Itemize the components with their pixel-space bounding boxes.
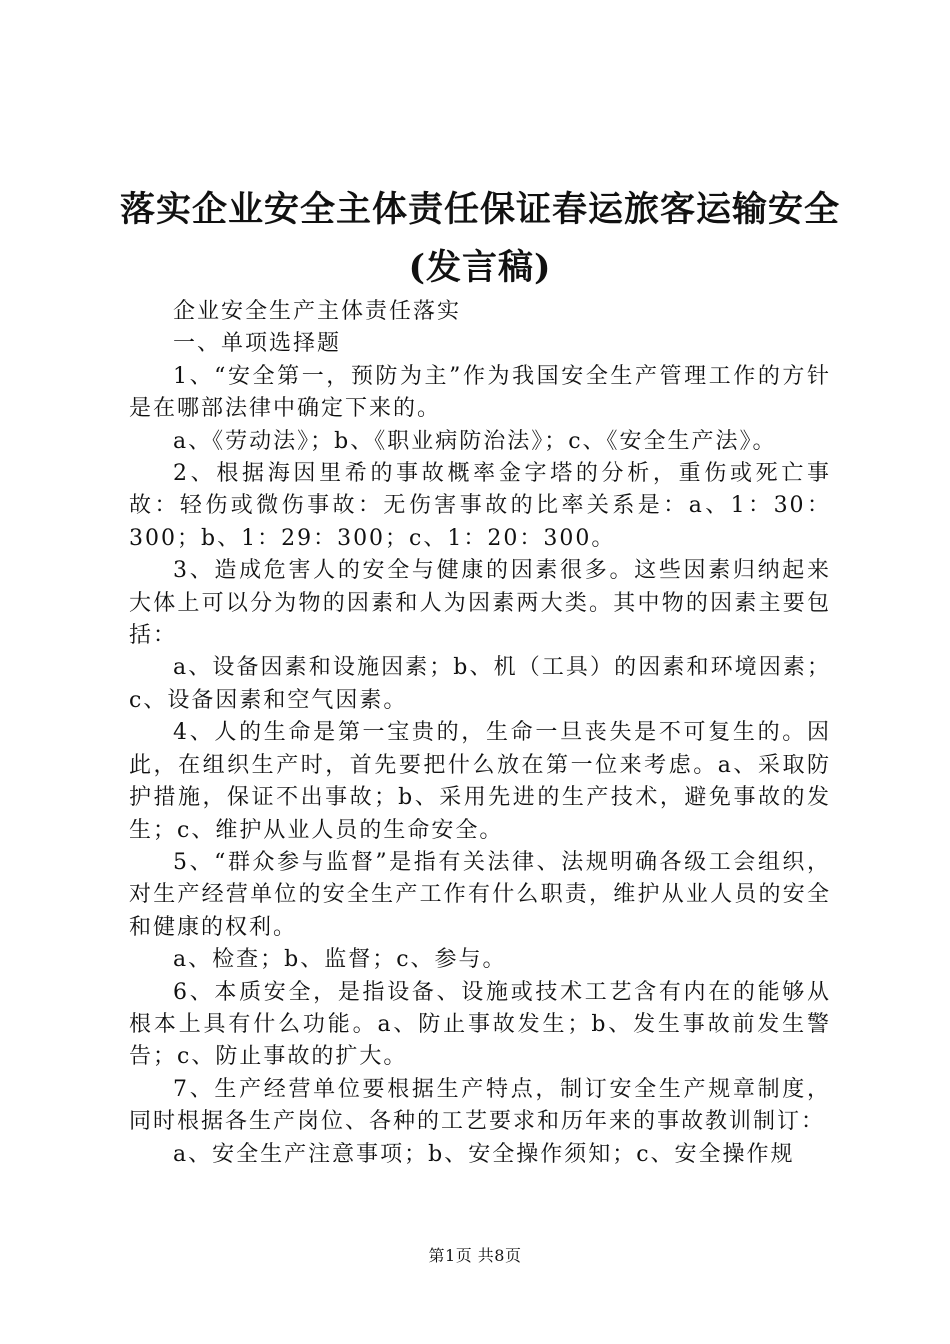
paragraph-question-2: 2、根据海因里希的事故概率金字塔的分析，重伤或死亡事故：轻伤或微伤事故：无伤害事故的比率关系是：a、1：30：300；b、1：29：300；c、1：20：300。 <box>129 461 831 551</box>
paragraph-question-5: 5、“群众参与监督”是指有关法律、法规明确各级工会组织，对生产经营单位的安全生产工作有什么职责，维护从业人员的安全和健康的权利。 <box>129 849 831 940</box>
paragraph-options-1: a、《劳动法》；b、《职业病防治法》；c、《安全生产法》。 <box>173 428 777 454</box>
paragraph-question-4: 4、人的生命是第一宝贵的，生命一旦丧失是不可复生的。因此，在组织生产时，首先要把什么放在第一位来考虑。a、采取防护措施，保证不出事故；b、采用先进的生产技术，避免事故的发生；c、维护从业人员的生命安全。 <box>129 720 831 843</box>
paragraph-question-1: 1、“安全第一，预防为主”作为我国安全生产管理工作的方针是在哪部法律中确定下来的。 <box>129 363 831 422</box>
paragraph-options-5: a、检查；b、监督；c、参与。 <box>173 947 507 973</box>
paragraph-options-7: a、安全生产注意事项；b、安全操作须知；c、安全操作规 <box>173 1141 795 1167</box>
paragraph-question-6: 6、本质安全，是指设备、设施或技术工艺含有内在的能够从根本上具有什么功能。a、防止事故发生；b、发生事故前发生警告；c、防止事故的扩大。 <box>129 979 831 1070</box>
paragraph-question-7: 7、生产经营单位要根据生产特点，制订安全生产规章制度，同时根据各生产岗位、各种的工艺要求和历年来的事故教训制订： <box>129 1076 831 1135</box>
document-title-line-1: 落实企业安全主体责任保证春运旅客运输安全 <box>119 189 840 230</box>
paragraph-options-3: a、设备因素和设施因素；b、机（工具）的因素和环境因素；c、设备因素和空气因素。 <box>129 655 831 713</box>
paragraph-question-type: 一、单项选择题 <box>173 331 342 357</box>
paragraph-section-heading: 企业安全生产主体责任落实 <box>173 299 462 324</box>
document-body <box>129 296 831 1171</box>
page-number-footer: 第1页 共8页 <box>428 1246 522 1265</box>
document-title-line-2: (发言稿) <box>408 247 552 288</box>
paragraph-question-3: 3、造成危害人的安全与健康的因素很多。这些因素归纳起来大体上可以分为物的因素和人为因素两大类。其中物的因素主要包括： <box>129 558 831 649</box>
